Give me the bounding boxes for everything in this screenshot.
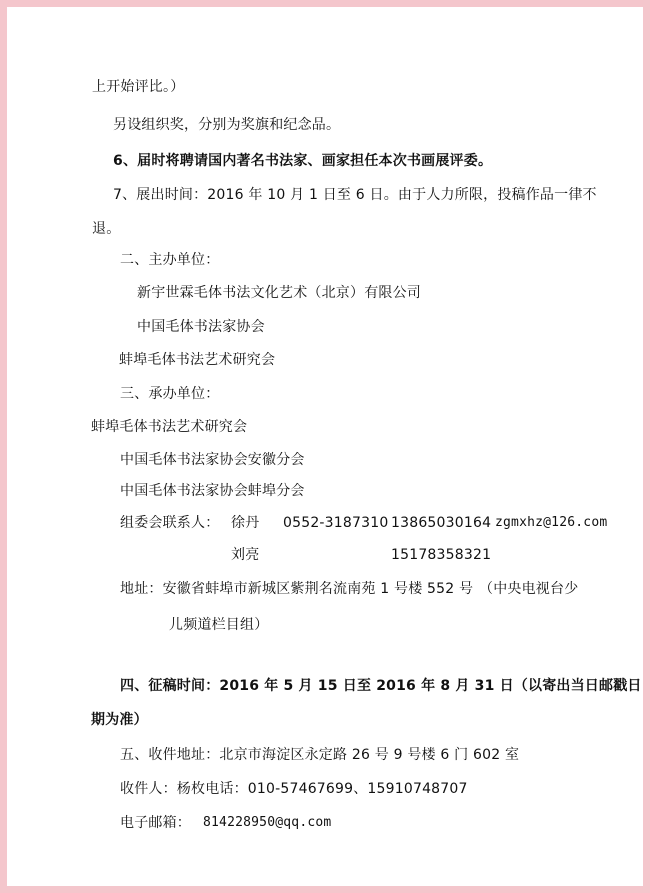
organizer-item: 新宇世霖毛体书法文化艺术（北京）有限公司 xyxy=(137,285,421,301)
section-heading: 三、承办单位： xyxy=(120,386,220,402)
text-line: 6、届时将聘请国内著名书法家、画家担任本次书画展评委。 xyxy=(113,153,493,169)
text-line: 7、展出时间：2016 年 10 月 1 日至 6 日。由于人力所限，投稿作品一律不 xyxy=(113,187,597,203)
organizer-item: 蚌埠毛体书法艺术研究会 xyxy=(119,352,276,368)
contact-mobile: 15178358321 xyxy=(391,547,492,563)
document-page xyxy=(7,7,643,886)
text-line: 期为准） xyxy=(91,712,148,728)
contact-name: 刘亮 xyxy=(231,547,260,563)
contact-mobile: 13865030164 xyxy=(391,515,492,531)
text-line: 另设组织奖，分别为奖旗和纪念品。 xyxy=(113,117,341,133)
email-address: 814228950@qq.com xyxy=(203,815,332,830)
address-note: （中央电视台少 xyxy=(479,581,579,597)
text-line: 上开始评比。） xyxy=(92,79,185,95)
address-note: 儿频道栏目组） xyxy=(169,617,269,633)
contact-phone: 0552-3187310 xyxy=(283,515,389,531)
section-heading: 四、征稿时间：2016 年 5 月 15 日至 2016 年 8 月 31 日（以寄出当日邮戳日 xyxy=(120,678,642,694)
co-organizer-item: 中国毛体书法家协会蚌埠分会 xyxy=(120,483,305,499)
text-line: 退。 xyxy=(92,221,121,237)
organizer-item: 中国毛体书法家协会 xyxy=(137,319,265,335)
co-organizer-item: 中国毛体书法家协会安徽分会 xyxy=(120,452,305,468)
section-heading: 二、主办单位： xyxy=(120,252,220,268)
recipient-info: 收件人：杨枚电话：010-57467699、15910748707 xyxy=(120,781,468,797)
contact-email: zgmxhz@126.com xyxy=(495,515,608,530)
address-line: 地址：安徽省蚌埠市新城区紫荆名流南苑 1 号楼 552 号 xyxy=(120,581,474,597)
recipient-address: 五、收件地址：北京市海淀区永定路 26 号 9 号楼 6 门 602 室 xyxy=(120,747,520,763)
contact-name: 徐丹 xyxy=(231,515,260,531)
email-label: 电子邮箱： xyxy=(120,815,191,831)
co-organizer-item: 蚌埠毛体书法艺术研究会 xyxy=(91,419,248,435)
contact-label: 组委会联系人： xyxy=(120,515,220,531)
